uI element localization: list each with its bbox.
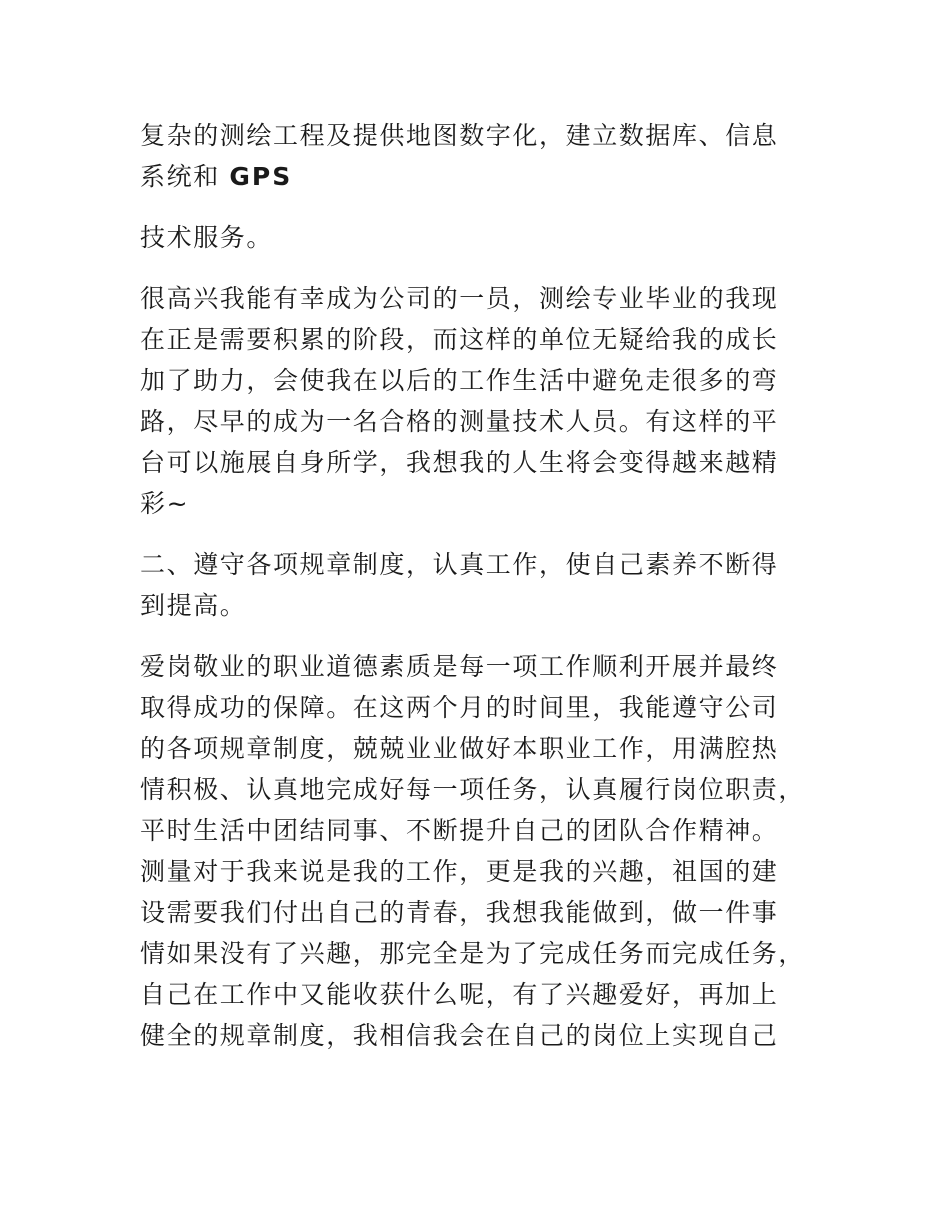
paragraph-line: 在正是需要积累的阶段，而这样的单位无疑给我的成长 [140, 325, 779, 354]
paragraph-line: 加了助力，会使我在以后的工作生活中避免走很多的弯 [140, 366, 779, 395]
paragraph-line: 的各项规章制度，兢兢业业做好本职业工作，用满腔热 [140, 734, 779, 763]
paragraph-line: 很高兴我能有幸成为公司的一员，测绘专业毕业的我现 [140, 284, 779, 313]
paragraph-line: 复杂的测绘工程及提供地图数字化，建立数据库、信息 [140, 121, 779, 150]
paragraph-2 [140, 217, 820, 258]
section-heading-2 [140, 544, 820, 626]
paragraph-line [140, 156, 820, 197]
paragraph-line: 平时生活中团结同事、不断提升自己的团队合作精神。 [140, 816, 779, 845]
gps-bold-text: GPS [229, 162, 293, 191]
paragraph-line: 取得成功的保障。在这两个月的时间里，我能遵守公司 [140, 693, 779, 722]
paragraph-line: 情积极、认真地完成好每一项任务，认真履行岗位职责， [140, 775, 806, 804]
paragraph-line: 测量对于我来说是我的工作，更是我的兴趣，祖国的建 [140, 857, 779, 886]
paragraph-5 [140, 646, 820, 1056]
paragraph-line: 健全的规章制度，我相信我会在自己的岗位上实现自己 [140, 1021, 779, 1050]
paragraph-line: 爱岗敬业的职业道德素质是每一项工作顺利开展并最终 [140, 652, 779, 681]
paragraph-line: 台可以施展自身所学，我想我的人生将会变得越来越精 [140, 448, 779, 477]
paragraph-line: 设需要我们付出自己的青春，我想我能做到，做一件事 [140, 898, 779, 927]
paragraph-3 [140, 278, 820, 524]
heading-line: 到提高。 [140, 591, 247, 620]
heading-line: 二、遵守各项规章制度，认真工作，使自己素养不断得 [140, 550, 779, 579]
paragraph-text: 系统和 [140, 162, 230, 191]
paragraph-line: 情如果没有了兴趣，那完全是为了完成任务而完成任务， [140, 939, 806, 968]
paragraph-1 [140, 115, 820, 197]
paragraph-line: 彩~ [140, 489, 190, 518]
paragraph-line: 自己在工作中又能收获什么呢，有了兴趣爱好，再加上 [140, 980, 779, 1009]
paragraph-line: 技术服务。 [140, 223, 274, 252]
document-body [140, 115, 820, 1056]
paragraph-line: 路，尽早的成为一名合格的测量技术人员。有这样的平 [140, 407, 779, 436]
